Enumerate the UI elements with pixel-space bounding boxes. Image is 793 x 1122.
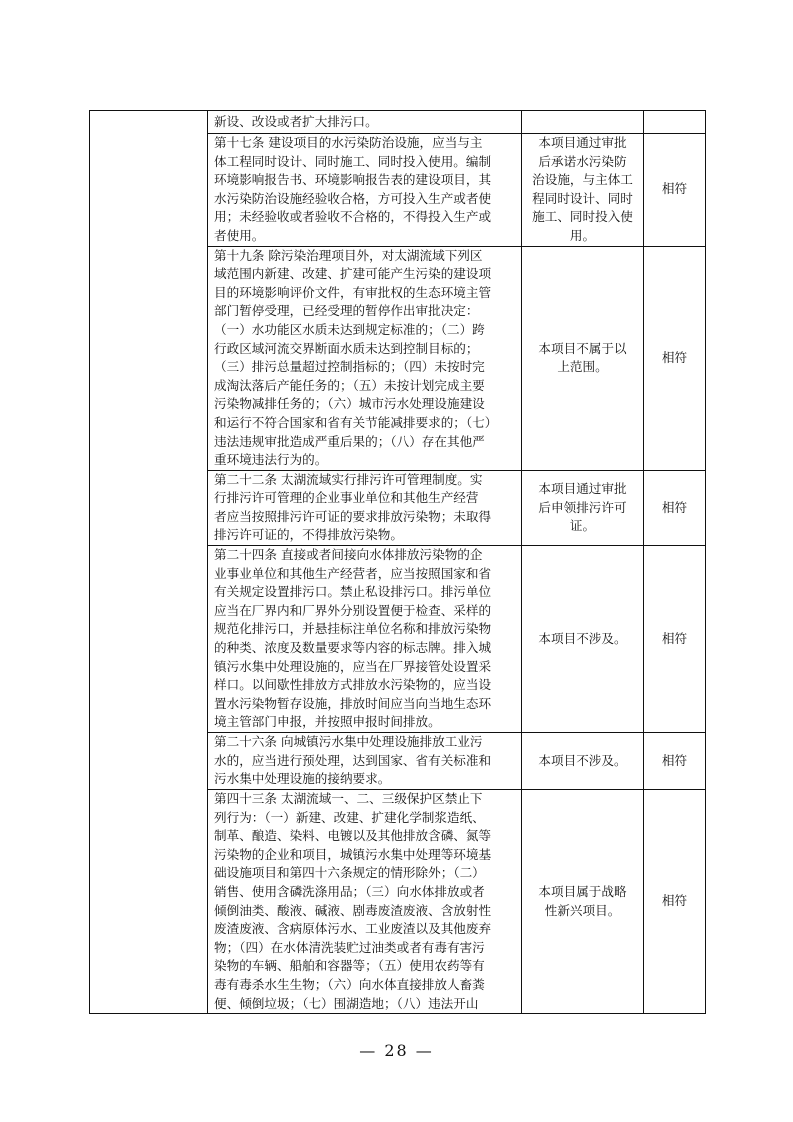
measure-text-line: 证。	[569, 518, 596, 534]
clause-cell	[208, 111, 522, 134]
measure-text-line: 本项目通过审批	[538, 480, 627, 496]
clause-text-line: 和运行不符合国家和省有关节能减排要求的；（七）	[214, 414, 498, 430]
clause-text-line: 制革、酿造、染料、电镀以及其他排放含磷、氮等	[214, 828, 492, 844]
conclusion-cell: 相符	[644, 134, 706, 247]
clause-text-line: 境主管部门申报，并按照申报时间排放。	[214, 714, 441, 730]
clause-text-line: 域范围内新建、改建、扩建可能产生污染的建设项	[214, 266, 492, 282]
measure-text-line: 本项目不涉及。	[538, 752, 627, 768]
clause-text-line: 第二十四条 直接或者间接向水体排放污染物的企	[214, 547, 483, 563]
clause-text-line: 第十九条 除污染治理项目外，对太湖流域下列区	[214, 247, 483, 263]
clause-text-line: 的种类、浓度及数量要求等内容的标志牌。排入城	[214, 640, 492, 656]
clause-text-line: 污水集中处理设施的接纳要求。	[214, 771, 391, 787]
clause-text-line: 污染物的企业和项目，城镇污水集中处理等环境基	[214, 846, 492, 862]
clause-text-line: （一）水功能区水质未达到规定标准的；（二）跨	[214, 321, 485, 337]
clause-text-line: 排污许可证的，不得排放污染物。	[214, 527, 403, 543]
clause-text-line: 行政区域河流交界断面水质未达到控制目标的；	[214, 340, 479, 356]
category-cell	[90, 111, 208, 1014]
measure-text-line: 本项目通过审批	[538, 135, 627, 150]
clause-text-line: 第二十六条 向城镇污水集中处理设施排放工业污	[214, 734, 483, 750]
measure-cell	[522, 546, 644, 733]
clause-text-line: 水污染防治设施经验收合格，方可投入生产或者使	[214, 190, 492, 206]
clause-text-line: 规范化排污口，并悬挂标注单位名称和排放污染物	[214, 621, 492, 637]
table-body	[90, 111, 706, 1014]
conclusion-cell: 相符	[644, 246, 706, 470]
clause-text-line: 样口。以间歇性排放方式排放水污染物的，应当设	[214, 677, 492, 693]
clause-text-line: 环境影响报告书、环境影响报告表的建设项目，其	[214, 172, 492, 188]
measure-cell	[522, 790, 644, 1014]
page-number: — 28 —	[359, 1041, 434, 1060]
measure-cell	[522, 246, 644, 470]
measure-text-line: 治设施，与主体工	[532, 172, 633, 188]
conclusion-cell: 相符	[644, 733, 706, 790]
clause-text-line: 础设施项目和第四十六条规定的情形除外；（二）	[214, 865, 485, 881]
clause-text-line: 违法违规审批造成严重后果的；（八）存在其他严	[214, 433, 485, 449]
clause-text-line: 镇污水集中处理设施的，应当在厂界接管处设置采	[214, 658, 492, 674]
measure-text-line: 程同时设计、同时	[532, 190, 633, 206]
measure-text-line: 本项目不涉及。	[538, 630, 627, 646]
measure-cell	[522, 733, 644, 790]
table-row	[90, 111, 706, 134]
clause-text-line: 染物的车辆、船舶和容器等；（五）使用农药等有	[214, 958, 485, 974]
clause-cell	[208, 470, 522, 545]
clause-text-line: 水的，应当进行预处理，达到国家、省有关标准和	[214, 752, 492, 768]
regulation-compliance-table	[89, 110, 706, 1014]
clause-text-line: 物；（四）在水体清洗装贮过油类或者有毒有害污	[214, 939, 485, 955]
clause-cell	[208, 246, 522, 470]
measure-cell	[522, 134, 644, 247]
clause-text-line: 毒有毒杀水生生物；（六）向水体直接排放人畜粪	[214, 976, 485, 992]
clause-text-line: 行排污许可管理的企业事业单位和其他生产经营	[214, 490, 479, 506]
conclusion-cell	[644, 111, 706, 134]
clause-text-line: 销售、使用含磷洗涤用品；（三）向水体排放或者	[214, 883, 485, 899]
clause-text-line: （三）排污总量超过控制指标的；（四）未按时完	[214, 359, 485, 375]
clause-text-line: 第十七条 建设项目的水污染防治设施，应当与主	[214, 135, 483, 150]
clause-text-line: 用；未经验收或者验收不合格的，不得投入生产或	[214, 209, 492, 225]
measure-text-line: 施工、同时投入使	[532, 209, 633, 225]
measure-text-line: 上范围。	[557, 359, 608, 375]
clause-text-line: 业事业单位和其他生产经营者，应当按照国家和省	[214, 565, 492, 581]
measure-text-line: 本项目不属于以	[538, 340, 627, 356]
clause-text-line: 污染物减排任务的；（六）城市污水处理设施建设	[214, 396, 485, 412]
clause-text-line: 重环境违法行为的。	[214, 452, 328, 468]
clause-text-line: 废渣废液、含病原体污水、工业废渣以及其他废弃	[214, 921, 492, 937]
clause-text-line: 置水污染物暂存设施，排放时间应当向当地生态环	[214, 695, 492, 711]
measure-text-line: 用。	[569, 227, 596, 243]
measure-text-line: 本项目属于战略	[538, 883, 627, 899]
clause-text-line: 第二十二条 太湖流域实行排污许可管理制度。实	[214, 471, 483, 487]
clause-text-line: 目的环境影响评价文件，有审批权的生态环境主管	[214, 284, 492, 300]
clause-text-line: 倾倒油类、酸液、碱液、剧毒废渣废液、含放射性	[214, 902, 492, 918]
clause-cell	[208, 134, 522, 247]
clause-text-line: 应当在厂界内和厂界外分别设置便于检查、采样的	[214, 602, 492, 618]
conclusion-cell: 相符	[644, 546, 706, 733]
measure-text-line: 后申领排污许可	[538, 499, 627, 515]
measure-cell	[522, 111, 644, 134]
clause-cell	[208, 733, 522, 790]
clause-text-line: 有关规定设置排污口。禁止私设排污口。排污单位	[214, 584, 492, 600]
clause-text-line: 体工程同时设计、同时施工、同时投入使用。编制	[214, 153, 492, 169]
clause-text-line: 者使用。	[214, 227, 265, 243]
measure-text-line: 后承诺水污染防	[538, 153, 627, 169]
measure-cell	[522, 470, 644, 545]
clause-cell	[208, 546, 522, 733]
conclusion-cell: 相符	[644, 790, 706, 1014]
clause-text-line: 者应当按照排污许可证的要求排放污染物；未取得	[214, 508, 492, 524]
clause-text-line: 列行为：（一）新建、改建、扩建化学制浆造纸、	[214, 809, 485, 825]
clause-text-line: 第四十三条 太湖流域一、二、三级保护区禁止下	[214, 791, 483, 806]
measure-text-line: 性新兴项目。	[544, 902, 621, 918]
clause-text-line: 新设、改设或者扩大排污口。	[214, 113, 378, 129]
clause-text-line: 便、倾倒垃圾；（七）围湖造地；（八）违法开山	[214, 995, 479, 1011]
clause-text-line: 部门暂停受理，已经受理的暂停作出审批决定：	[214, 303, 479, 319]
clause-text-line: 成淘汰落后产能任务的；（五）未按计划完成主要	[214, 377, 485, 393]
clause-cell	[208, 790, 522, 1014]
conclusion-cell: 相符	[644, 470, 706, 545]
